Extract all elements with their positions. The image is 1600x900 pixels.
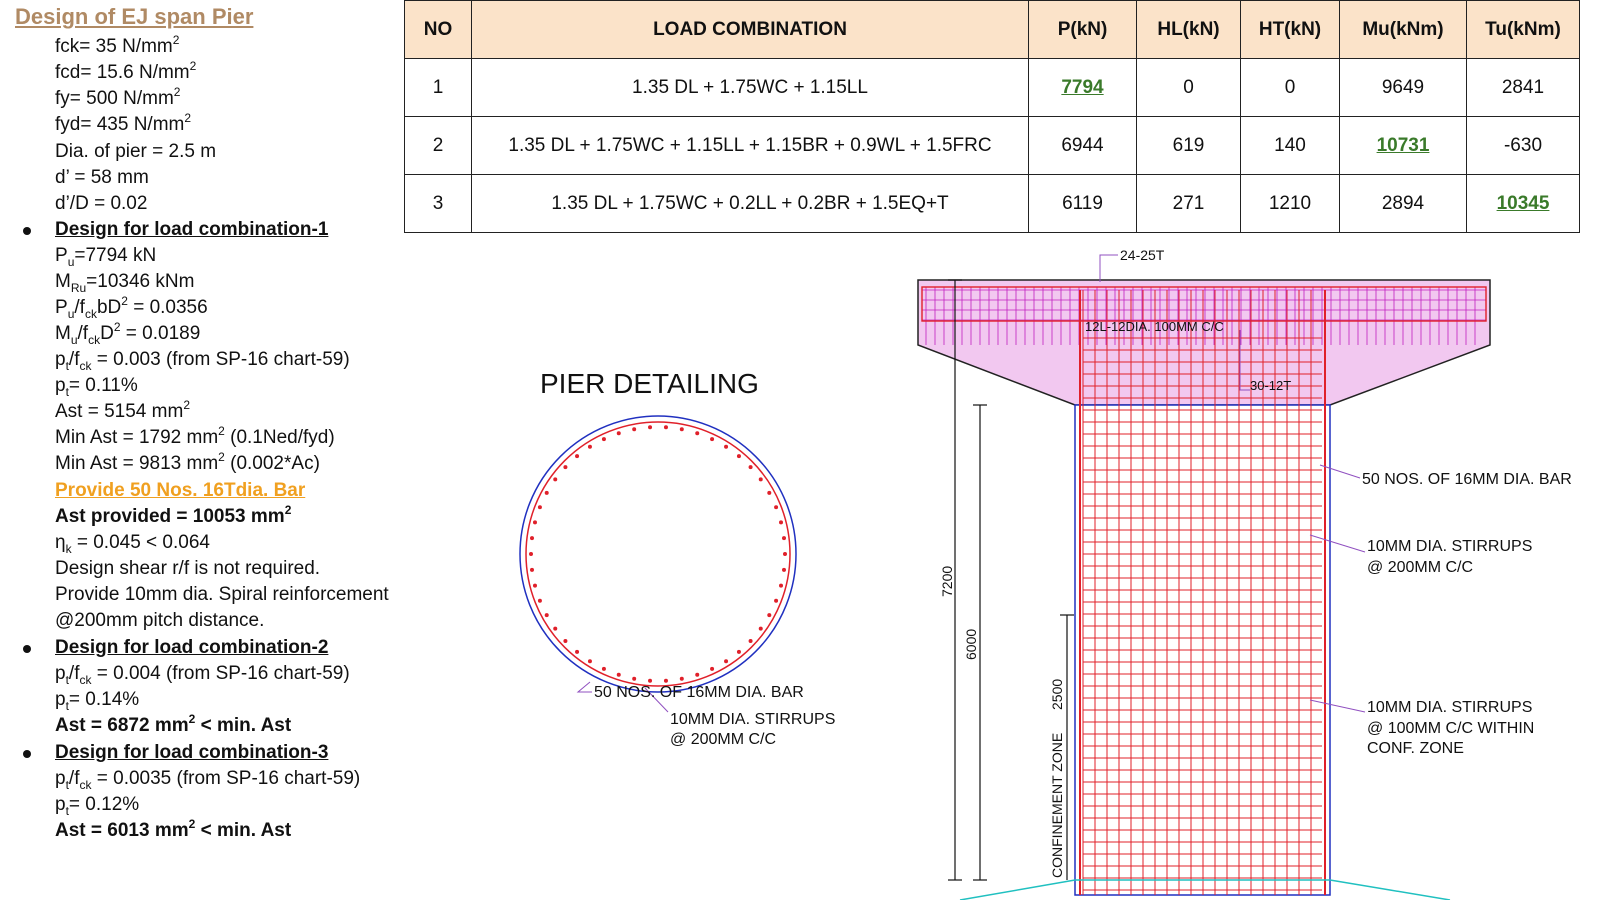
dim-2500: 2500 [1049,678,1065,710]
rebar-dot [545,613,549,617]
rebar-dot [530,536,534,540]
rebar-dot [575,454,579,458]
lc1-provide: Provide 50 Nos. 16Tdia. Bar [55,480,306,501]
rebar-dot [724,659,728,663]
conf-stirrup-label: 10MM DIA. STIRRUPS [1367,699,1533,716]
rebar-dot [783,552,787,556]
top-bars-label: 24-25T [1120,247,1165,263]
spiral-stirrup [526,422,790,686]
rebar-dot [767,613,771,617]
lc2-pt: $p_t= 0.14\%$ [55,689,140,713]
col-header-p: P(kN) [1029,1,1137,59]
cell-no: 1 [405,59,472,117]
lc1-minast-1: Min Ast = 1792 $mm^2$ (0.1Ned/fyd) [55,424,335,448]
rebar-dot [588,659,592,663]
rebar-dot [724,445,728,449]
page-title: Design of EJ span Pier [15,4,254,29]
leader-line [578,682,592,692]
rebar-dot [538,599,542,603]
cell-combination: 1.35 DL + 1.75WC + 1.15LL [472,59,1029,117]
table-row [405,117,1580,175]
dim-6000: 6000 [963,628,979,660]
pier-cross-section [520,416,835,748]
rebar-dot [602,667,606,671]
rebar-dot [530,568,534,572]
rebar-dot [575,650,579,654]
rebar-dot [779,520,783,524]
rebar-dot [710,437,714,441]
rebar-dot [664,679,668,683]
col-header-combination: LOAD COMBINATION [472,1,1029,59]
rebar-dot [632,677,636,681]
rebar-dot [538,505,542,509]
rebar-dot [749,639,753,643]
rebar-dot [710,667,714,671]
cell-tu: -630 [1467,117,1580,175]
rebar-dot [749,465,753,469]
rebar-dot [648,679,652,683]
lc1-eta: $\eta_k = 0.045 < 0.064$ [55,532,210,556]
pier-detailing-drawing [500,235,1600,900]
cell-p-max: 7794 [1029,59,1137,117]
rebar-dot [529,552,533,556]
rebar-dot [553,477,557,481]
rebar-dot [779,584,783,588]
rebar-dot [553,627,557,631]
rebar-dot [782,568,786,572]
cell-hl: 271 [1137,175,1241,233]
cell-no: 3 [405,175,472,233]
section-bar-label: 50 NOS. OF 16MM DIA. BAR [594,684,804,701]
rebar-dot [648,425,652,429]
table-row [405,59,1580,117]
cell-ht: 140 [1241,117,1340,175]
col-header-hl: HL(kN) [1137,1,1241,59]
cell-mu-max: 10731 [1340,117,1467,175]
cell-tu-max: 10345 [1467,175,1580,233]
drawing-title: PIER DETAILING [540,368,759,399]
param-dD: d’/D = 0.02 [55,193,148,214]
section-stirrup-spacing: @ 200MM C/C [670,731,777,748]
rebar-dot [695,673,699,677]
param-fck: fck= 35 $N/mm^2$ [55,33,180,57]
pier-elevation [918,247,1572,900]
lc2-heading: Design for load combination-2 [55,637,329,658]
rebar-dot [737,650,741,654]
lc1-pt: $p_t= 0.11\%$ [55,375,138,399]
rebar-dot [774,599,778,603]
elev-stirrup-spacing: @ 200MM C/C [1367,559,1474,576]
lc1-heading: Design for load combination-1 [55,219,329,240]
rebar-dot [695,431,699,435]
rebar-dot [563,465,567,469]
lc1-ast-provided: Ast provided = 10053 $mm^2$ [55,503,292,527]
bullet [23,750,31,758]
table-header-row [405,1,1580,59]
rebar-dot [767,491,771,495]
rebar-dot [533,520,537,524]
lc1-ratio-m: $M_u/f_{ck}D^2 = 0.0189$ [55,320,201,347]
rebar-dot [545,491,549,495]
conf-stirrup-spacing: @ 100MM C/C WITHIN [1367,720,1535,737]
cell-tu: 2841 [1467,59,1580,117]
lc3-pt: $p_t= 0.12\%$ [55,794,140,818]
cell-combination: 1.35 DL + 1.75WC + 0.2LL + 0.2BR + 1.5EQ+T [472,175,1029,233]
lc1-minast-2: Min Ast = 9813 $mm^2$ (0.002*Ac) [55,450,320,474]
rebar-dot [602,437,606,441]
param-fyd: fyd= 435 $N/mm^2$ [55,111,192,135]
lc1-ast: Ast = 5154 $mm^2$ [55,398,190,422]
lc3-pt-fck: $p_t/f_{ck} = 0.0035$ (from SP-16 chart-59) [55,768,361,792]
cell-no: 2 [405,117,472,175]
cell-mu: 9649 [1340,59,1467,117]
lc1-spiral-1: Provide 10mm dia. Spiral reinforcement [55,584,389,605]
rebar-dot [617,431,621,435]
load-combination-table [404,0,1580,233]
bullet [23,227,31,235]
lc1-pu: $P_u=7794$ kN [55,245,157,269]
table-row [405,175,1580,233]
rebar-dot [680,677,684,681]
cell-p: 6119 [1029,175,1137,233]
leader-line [1100,255,1118,282]
cell-hl: 0 [1137,59,1241,117]
design-notes [0,0,420,900]
col-header-ht: HT(kN) [1241,1,1340,59]
lc1-ratio-p: $P_u/f_{ck}bD^2 = 0.0356$ [55,294,208,321]
cell-ht: 0 [1241,59,1340,117]
cap-stirrups-label: 12L-12DIA. 100MM C/C [1085,319,1224,334]
rebar-dot [782,536,786,540]
param-fcd: fcd= 15.6 $N/mm^2$ [55,59,197,83]
param-dprime: d’ = 58 mm [55,167,149,188]
param-dia: Dia. of pier = 2.5 m [55,141,217,162]
col-header-tu: Tu(kNm) [1467,1,1580,59]
col-header-mu: Mu(kNm) [1340,1,1467,59]
cell-mu: 2894 [1340,175,1467,233]
lc3-heading: Design for load combination-3 [55,742,329,763]
rebar-dot [759,477,763,481]
cell-p: 6944 [1029,117,1137,175]
conf-zone-note: CONF. ZONE [1367,740,1464,757]
rebar-dot [680,427,684,431]
elev-stirrup-label: 10MM DIA. STIRRUPS [1367,538,1533,555]
lc1-pt-fck: $p_t/f_{ck} = 0.003$ (from SP-16 chart-59) [55,349,350,373]
rebar-dot [737,454,741,458]
col-header-no: NO [405,1,472,59]
confinement-zone-label: CONFINEMENT ZONE [1049,732,1065,878]
param-fy: fy= 500 $N/mm^2$ [55,85,181,109]
pier-outline [520,416,796,692]
elev-bars-label: 50 NOS. OF 16MM DIA. BAR [1362,471,1572,488]
rebar-dot [774,505,778,509]
lc3-ast: Ast = 6013 $mm^2 < \min$. Ast [55,817,292,841]
bullet [23,645,31,653]
lc1-spiral-2: @200mm pitch distance. [55,610,265,631]
rebar-dot [632,427,636,431]
dim-7200: 7200 [939,565,955,597]
cell-ht: 1210 [1241,175,1340,233]
rebar-dot [759,627,763,631]
section-stirrup-label: 10MM DIA. STIRRUPS [670,711,836,728]
rebar-dot [664,425,668,429]
cap-bottom-label: 30-12T [1250,378,1292,393]
lc2-pt-fck: $p_t/f_{ck} = 0.004$ (from SP-16 chart-59) [55,663,350,687]
rebar-dot [617,673,621,677]
lc1-shear: Design shear r/f is not required. [55,558,321,579]
lc2-ast: Ast = 6872 $mm^2 < \min$. Ast [55,712,292,736]
rebar-dot [563,639,567,643]
rebar-dot [533,584,537,588]
cell-hl: 619 [1137,117,1241,175]
rebar-dot [588,445,592,449]
lc1-mru: $M_{Ru}=10346$ kNm [55,271,195,295]
cell-combination: 1.35 DL + 1.75WC + 1.15LL + 1.15BR + 0.9WL + 1.5FRC [472,117,1029,175]
longitudinal-bars [529,425,787,682]
